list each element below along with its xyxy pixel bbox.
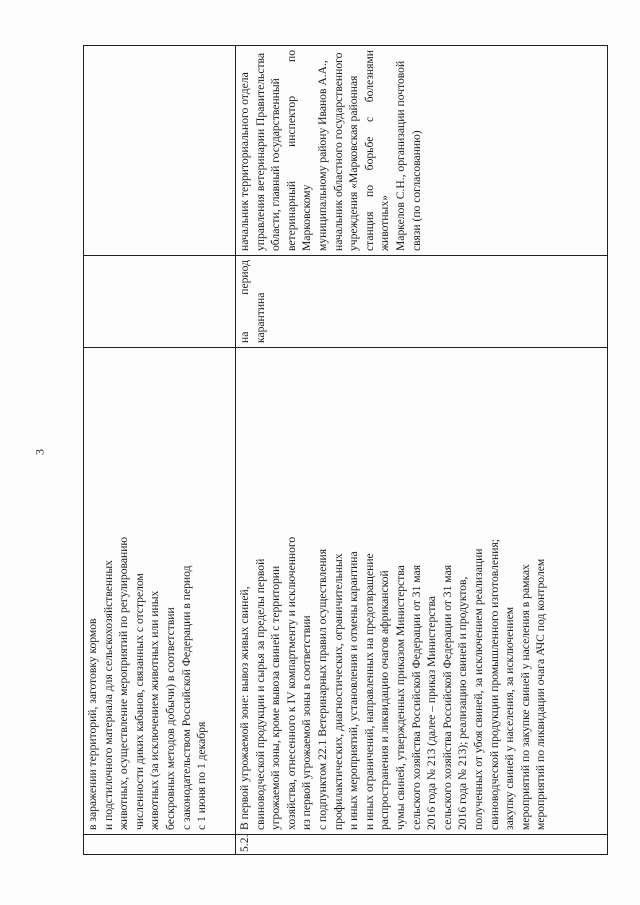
text-line: 2016 года № 213); реализацию свиней и продуктов, xyxy=(456,576,470,830)
text-line: мероприятий по ликвидации очага АЧС под контролем xyxy=(534,558,548,830)
page-number: 3 xyxy=(32,449,47,455)
text-line: хозяйства, отнесенного к IV компартменту и исключенного xyxy=(284,536,298,830)
text-line: и иных ограничений, направленных на предотвращение xyxy=(362,553,376,830)
text-line: и иных мероприятий, установления и отмены карантина xyxy=(347,551,361,830)
rotated-table-wrapper xyxy=(83,45,608,855)
text-line: чумы свиней, утвержденных приказом Министерства xyxy=(393,565,407,830)
responsible-cell xyxy=(84,46,236,256)
text-line: области, главный государственный xyxy=(269,78,283,251)
text-line: сельского хозяйства Российской Федерации от 31 мая xyxy=(440,564,454,830)
text-line: профилактических, диагностических, ограничительных xyxy=(331,553,345,830)
measure-text xyxy=(236,348,608,835)
measures-table xyxy=(83,45,608,855)
text-line: свиноводческой продукции и сырья за пределы первой xyxy=(253,558,267,830)
text-line: муниципальному району Иванов А.А., xyxy=(315,60,329,251)
text-line: и подстилочного материала для сельскохозяйственных xyxy=(101,560,115,830)
text-line: животных (за исключением животных или иных xyxy=(148,590,162,830)
text-line: свиноводческой продукции промышленного изготовления; xyxy=(487,539,501,830)
text-line: Маркелов С.Н., организации почтовой xyxy=(393,60,407,251)
term-cell: на период карантина xyxy=(236,256,608,348)
text-line: распространения и ликвидацию очагов африканской xyxy=(378,570,392,830)
table-row xyxy=(84,46,236,855)
text-line: полученных от убоя свиней, за исключением реализации xyxy=(471,548,485,830)
text-line: начальник территориального отдела xyxy=(238,72,251,251)
text-line: в заражении территорий, заготовку кормов xyxy=(86,618,99,830)
text-line: с 1 июня по 1 декабря xyxy=(195,721,209,830)
responsible-cell xyxy=(236,46,608,256)
text-line: животных, осуществление мероприятий по регулированию xyxy=(117,536,131,830)
row-number: 5.2. xyxy=(236,835,608,855)
term-cell xyxy=(84,256,236,348)
text-line: учреждения «Марковская районная xyxy=(347,75,361,251)
table-row xyxy=(236,46,608,855)
text-line: ветеринарный инспектор по Марковскому xyxy=(284,50,314,251)
text-line: В первой угрожаемой зоне: вывоз живых свиней, xyxy=(238,586,251,830)
text-line: связи (по согласованию) xyxy=(409,130,423,251)
text-line: станция по борьбе с болезнями животных» xyxy=(362,50,392,251)
text-line: 2016 года № 213 (далее – приказ Министерства xyxy=(425,596,439,830)
text-line: начальник областного государственного xyxy=(331,52,345,251)
text-line: численности диких кабанов, связанных с отстрелом xyxy=(132,573,146,830)
text-line: мероприятий по закупке свиней у населения в рамках xyxy=(518,564,532,830)
text-line: сельского хозяйства Российской Федерации от 31 мая xyxy=(409,564,423,830)
text-line: угрожаемой зоны, кроме вывоза свиней с территории xyxy=(269,565,283,830)
text-line: с законодательством Российской Федерации в период xyxy=(179,565,193,830)
text-line: закупку свиней у населения, за исключением xyxy=(503,606,517,830)
row-number xyxy=(84,835,236,855)
text-line: из первой угрожаемой зоны в соответствии xyxy=(300,615,314,830)
measure-text xyxy=(84,348,236,835)
text-line: управления ветеринарии Правительства xyxy=(253,52,267,251)
text-line: с подпунктом 22.1 Ветеринарных правил осуществления xyxy=(315,548,329,830)
text-line: бескровных методов добычи) в соответствии xyxy=(163,607,177,830)
